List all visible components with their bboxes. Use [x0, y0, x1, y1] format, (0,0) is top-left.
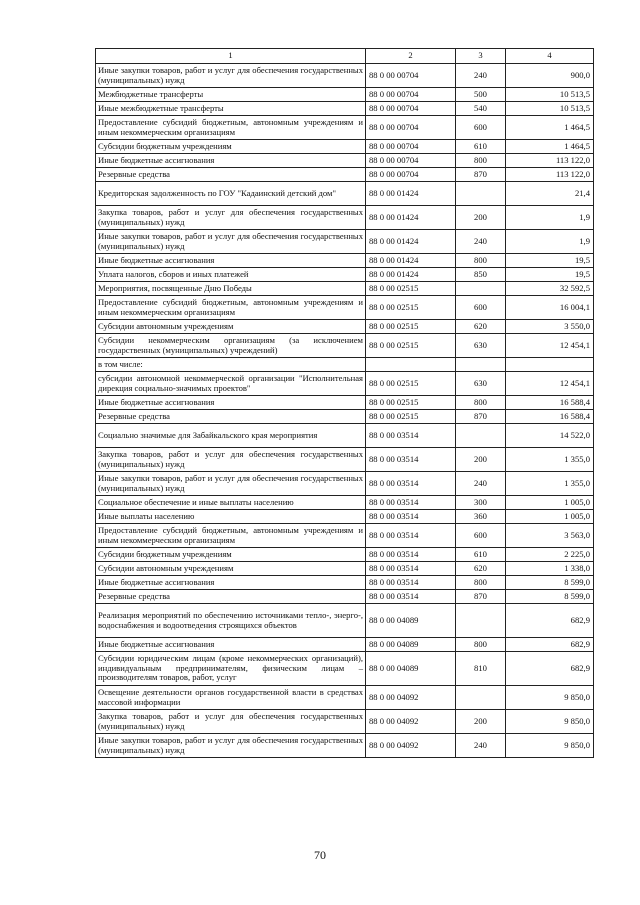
row-code-cell: 88 0 00 03514 [366, 496, 456, 510]
row-code-cell: 88 0 00 03514 [366, 524, 456, 548]
row-name-cell: Иные бюджетные ассигнования [96, 396, 366, 410]
row-amount-cell: 3 563,0 [506, 524, 594, 548]
row-group-cell [456, 424, 506, 448]
row-amount-cell: 1,9 [506, 206, 594, 230]
row-name-cell: Иные бюджетные ассигнования [96, 638, 366, 652]
row-group-cell: 200 [456, 710, 506, 734]
table-row [96, 562, 594, 576]
row-name-cell: Субсидии бюджетным учреждениям [96, 548, 366, 562]
row-code-cell: 88 0 00 02515 [366, 282, 456, 296]
row-amount-cell: 10 513,5 [506, 88, 594, 102]
row-group-cell: 360 [456, 510, 506, 524]
row-amount-cell: 10 513,5 [506, 102, 594, 116]
row-name-cell: в том числе: [96, 358, 366, 372]
table-row [96, 652, 594, 686]
row-group-cell: 240 [456, 230, 506, 254]
row-group-cell: 850 [456, 268, 506, 282]
table-row [96, 358, 594, 372]
row-name-cell: Субсидии юридическим лицам (кроме некоммерческих организаций), индивидуальным предпринимателям, физическим лицам – производителям товаров, работ, услуг [96, 652, 366, 686]
row-amount-cell: 14 522,0 [506, 424, 594, 448]
row-group-cell: 800 [456, 254, 506, 268]
row-amount-cell: 1 464,5 [506, 116, 594, 140]
row-group-cell: 630 [456, 334, 506, 358]
table-row [96, 282, 594, 296]
table-row [96, 320, 594, 334]
row-amount-cell: 19,5 [506, 254, 594, 268]
row-group-cell: 240 [456, 734, 506, 758]
row-group-cell: 870 [456, 410, 506, 424]
row-name-cell: Закупка товаров, работ и услуг для обеспечения государственных (муниципальных) нужд [96, 448, 366, 472]
row-amount-cell: 1 355,0 [506, 472, 594, 496]
row-group-cell: 610 [456, 140, 506, 154]
row-amount-cell: 32 592,5 [506, 282, 594, 296]
row-group-cell: 240 [456, 64, 506, 88]
table-row [96, 590, 594, 604]
row-amount-cell [506, 358, 594, 372]
row-amount-cell: 1 338,0 [506, 562, 594, 576]
row-code-cell: 88 0 00 03514 [366, 548, 456, 562]
row-group-cell [456, 358, 506, 372]
budget-table-container [95, 48, 593, 758]
row-name-cell: Иные закупки товаров, работ и услуг для обеспечения государственных (муниципальных) нужд [96, 734, 366, 758]
row-name-cell: Иные закупки товаров, работ и услуг для обеспечения государственных (муниципальных) нужд [96, 230, 366, 254]
row-amount-cell: 8 599,0 [506, 590, 594, 604]
table-row [96, 396, 594, 410]
row-code-cell: 88 0 00 02515 [366, 396, 456, 410]
row-code-cell: 88 0 00 02515 [366, 334, 456, 358]
row-amount-cell: 900,0 [506, 64, 594, 88]
row-code-cell: 88 0 00 01424 [366, 182, 456, 206]
row-amount-cell: 1,9 [506, 230, 594, 254]
table-row [96, 496, 594, 510]
row-code-cell: 88 0 00 03514 [366, 590, 456, 604]
row-group-cell: 540 [456, 102, 506, 116]
page-number: 70 [314, 848, 326, 862]
row-code-cell [366, 358, 456, 372]
row-amount-cell: 9 850,0 [506, 710, 594, 734]
row-amount-cell: 113 122,0 [506, 154, 594, 168]
row-code-cell: 88 0 00 04089 [366, 604, 456, 638]
row-code-cell: 88 0 00 02515 [366, 296, 456, 320]
row-group-cell: 620 [456, 562, 506, 576]
row-amount-cell: 12 454,1 [506, 372, 594, 396]
row-group-cell: 800 [456, 576, 506, 590]
row-name-cell: Уплата налогов, сборов и иных платежей [96, 268, 366, 282]
table-row [96, 576, 594, 590]
table-row [96, 710, 594, 734]
row-code-cell: 88 0 00 03514 [366, 424, 456, 448]
row-group-cell: 800 [456, 396, 506, 410]
row-amount-cell: 16 588,4 [506, 410, 594, 424]
row-name-cell: Субсидии бюджетным учреждениям [96, 140, 366, 154]
table-row [96, 638, 594, 652]
table-row [96, 334, 594, 358]
row-amount-cell: 16 588,4 [506, 396, 594, 410]
table-row [96, 448, 594, 472]
row-amount-cell: 21,4 [506, 182, 594, 206]
row-code-cell: 88 0 00 02515 [366, 320, 456, 334]
row-group-cell: 240 [456, 472, 506, 496]
row-group-cell: 810 [456, 652, 506, 686]
row-group-cell: 610 [456, 548, 506, 562]
table-row [96, 254, 594, 268]
row-group-cell: 800 [456, 638, 506, 652]
row-code-cell: 88 0 00 00704 [366, 140, 456, 154]
row-code-cell: 88 0 00 00704 [366, 168, 456, 182]
row-code-cell: 88 0 00 01424 [366, 268, 456, 282]
row-code-cell: 88 0 00 04092 [366, 710, 456, 734]
row-code-cell: 88 0 00 04092 [366, 734, 456, 758]
row-name-cell: Иные бюджетные ассигнования [96, 254, 366, 268]
row-amount-cell: 113 122,0 [506, 168, 594, 182]
row-code-cell: 88 0 00 03514 [366, 510, 456, 524]
table-row [96, 88, 594, 102]
table-row [96, 410, 594, 424]
row-code-cell: 88 0 00 04089 [366, 638, 456, 652]
row-name-cell: Закупка товаров, работ и услуг для обеспечения государственных (муниципальных) нужд [96, 710, 366, 734]
header-col-2: 2 [366, 49, 456, 64]
row-name-cell: Субсидии некоммерческим организациям (за исключением государственных (муниципальных) учреждений) [96, 334, 366, 358]
row-name-cell: Субсидии автономным учреждениям [96, 320, 366, 334]
table-row [96, 604, 594, 638]
table-row [96, 510, 594, 524]
header-col-1: 1 [96, 49, 366, 64]
table-row [96, 168, 594, 182]
row-code-cell: 88 0 00 00704 [366, 154, 456, 168]
row-amount-cell: 1 355,0 [506, 448, 594, 472]
row-group-cell [456, 604, 506, 638]
budget-table [95, 48, 594, 758]
table-row [96, 548, 594, 562]
row-code-cell: 88 0 00 00704 [366, 102, 456, 116]
row-name-cell: Резервные средства [96, 590, 366, 604]
row-name-cell: Кредиторская задолженность по ГОУ "Кадаинский детский дом" [96, 182, 366, 206]
row-group-cell: 630 [456, 372, 506, 396]
row-code-cell: 88 0 00 01424 [366, 206, 456, 230]
row-name-cell: Освещение деятельности органов государственной власти в средствах массовой информации [96, 686, 366, 710]
row-amount-cell: 1 464,5 [506, 140, 594, 154]
row-name-cell: Реализация мероприятий по обеспечению источниками тепло-, энерго-, водоснабжения и водоотведения строящихся объектов [96, 604, 366, 638]
row-name-cell: Межбюджетные трансферты [96, 88, 366, 102]
row-name-cell: Иные бюджетные ассигнования [96, 154, 366, 168]
row-amount-cell: 8 599,0 [506, 576, 594, 590]
row-code-cell: 88 0 00 03514 [366, 576, 456, 590]
row-name-cell: Резервные средства [96, 168, 366, 182]
row-amount-cell: 9 850,0 [506, 686, 594, 710]
table-row [96, 116, 594, 140]
row-code-cell: 88 0 00 00704 [366, 88, 456, 102]
row-group-cell [456, 182, 506, 206]
header-col-3: 3 [456, 49, 506, 64]
row-name-cell: Социальное обеспечение и иные выплаты населению [96, 496, 366, 510]
table-row [96, 268, 594, 282]
row-name-cell: Иные закупки товаров, работ и услуг для обеспечения государственных (муниципальных) нужд [96, 64, 366, 88]
table-row [96, 154, 594, 168]
row-group-cell: 800 [456, 154, 506, 168]
row-amount-cell: 3 550,0 [506, 320, 594, 334]
row-code-cell: 88 0 00 01424 [366, 254, 456, 268]
table-row [96, 182, 594, 206]
row-group-cell: 870 [456, 168, 506, 182]
table-row [96, 372, 594, 396]
row-group-cell: 620 [456, 320, 506, 334]
row-name-cell: Иные закупки товаров, работ и услуг для обеспечения государственных (муниципальных) нужд [96, 472, 366, 496]
table-row [96, 64, 594, 88]
row-amount-cell: 2 225,0 [506, 548, 594, 562]
row-group-cell: 300 [456, 496, 506, 510]
row-code-cell: 88 0 00 03514 [366, 472, 456, 496]
row-amount-cell: 19,5 [506, 268, 594, 282]
row-code-cell: 88 0 00 00704 [366, 116, 456, 140]
table-row [96, 424, 594, 448]
row-amount-cell: 682,9 [506, 652, 594, 686]
row-name-cell: Субсидии автономным учреждениям [96, 562, 366, 576]
row-name-cell: Социально значимые для Забайкальского края мероприятия [96, 424, 366, 448]
table-row [96, 230, 594, 254]
row-group-cell: 870 [456, 590, 506, 604]
row-name-cell: Предоставление субсидий бюджетным, автономным учреждениям и иным некоммерческим организациям [96, 116, 366, 140]
row-group-cell: 200 [456, 206, 506, 230]
row-name-cell: Предоставление субсидий бюджетным, автономным учреждениям и иным некоммерческим организациям [96, 296, 366, 320]
row-code-cell: 88 0 00 04089 [366, 652, 456, 686]
row-name-cell: Закупка товаров, работ и услуг для обеспечения государственных (муниципальных) нужд [96, 206, 366, 230]
row-group-cell: 500 [456, 88, 506, 102]
row-amount-cell: 12 454,1 [506, 334, 594, 358]
table-row [96, 472, 594, 496]
table-row [96, 206, 594, 230]
row-group-cell: 600 [456, 296, 506, 320]
row-amount-cell: 1 005,0 [506, 510, 594, 524]
table-row [96, 296, 594, 320]
row-code-cell: 88 0 00 02515 [366, 372, 456, 396]
row-group-cell: 600 [456, 524, 506, 548]
row-code-cell: 88 0 00 03514 [366, 448, 456, 472]
row-group-cell [456, 282, 506, 296]
row-name-cell: Резервные средства [96, 410, 366, 424]
row-group-cell [456, 686, 506, 710]
row-name-cell: Иные межбюджетные трансферты [96, 102, 366, 116]
row-amount-cell: 16 004,1 [506, 296, 594, 320]
row-code-cell: 88 0 00 04092 [366, 686, 456, 710]
table-row [96, 686, 594, 710]
header-row [96, 49, 594, 64]
row-amount-cell: 1 005,0 [506, 496, 594, 510]
row-code-cell: 88 0 00 03514 [366, 562, 456, 576]
row-amount-cell: 682,9 [506, 638, 594, 652]
row-code-cell: 88 0 00 00704 [366, 64, 456, 88]
row-name-cell: субсидии автономной некоммерческой организации "Исполнительная дирекция социально-значимых проектов" [96, 372, 366, 396]
table-row [96, 102, 594, 116]
row-code-cell: 88 0 00 01424 [366, 230, 456, 254]
row-name-cell: Иные выплаты населению [96, 510, 366, 524]
table-row [96, 524, 594, 548]
table-row [96, 140, 594, 154]
row-name-cell: Иные бюджетные ассигнования [96, 576, 366, 590]
header-col-4: 4 [506, 49, 594, 64]
table-row [96, 734, 594, 758]
row-amount-cell: 682,9 [506, 604, 594, 638]
row-name-cell: Предоставление субсидий бюджетным, автономным учреждениям и иным некоммерческим организациям [96, 524, 366, 548]
row-group-cell: 600 [456, 116, 506, 140]
row-group-cell: 200 [456, 448, 506, 472]
row-code-cell: 88 0 00 02515 [366, 410, 456, 424]
row-name-cell: Мероприятия, посвященные Дню Победы [96, 282, 366, 296]
row-amount-cell: 9 850,0 [506, 734, 594, 758]
